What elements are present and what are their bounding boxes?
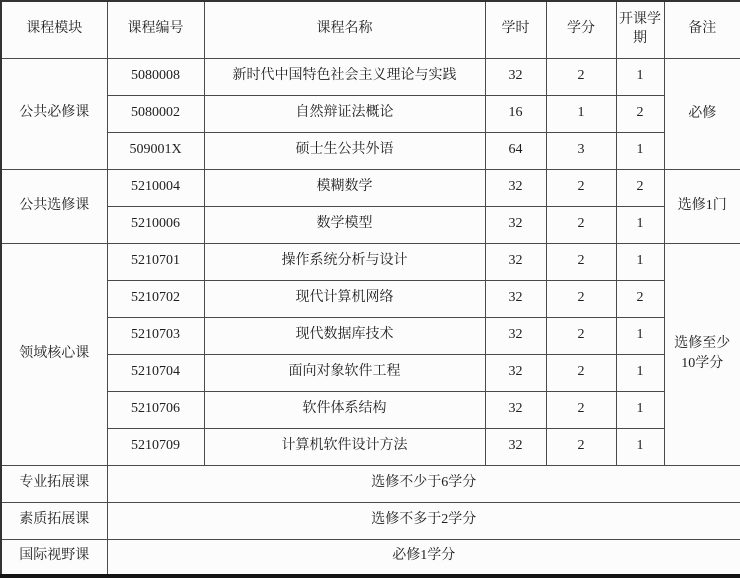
header-cell-note: 备注 [664,1,740,58]
note-cell [664,243,740,465]
hours-cell: 32 [485,317,546,354]
course-name-cell: 计算机软件设计方法 [204,428,485,465]
table-row [1,428,740,465]
hours-cell: 32 [485,169,546,206]
credits-cell: 2 [546,391,616,428]
hours-cell: 64 [485,132,546,169]
summary-cell: 必修1学分 [107,539,740,576]
module-cell: 公共必修课 [1,58,107,169]
course-name-cell: 现代计算机网络 [204,280,485,317]
course-name-cell: 新时代中国特色社会主义理论与实践 [204,58,485,95]
table-header-row [1,1,740,58]
credits-cell: 2 [546,169,616,206]
note-text: 选修1门 [677,198,727,214]
note-text: 选修至少10学分 [674,336,731,371]
table-row [1,95,740,132]
credits-cell: 2 [546,243,616,280]
header-cell-course-name: 课程名称 [204,1,485,58]
semester-cell: 1 [616,132,664,169]
table-row [1,169,740,206]
course-name-cell: 软件体系结构 [204,391,485,428]
semester-cell: 1 [616,58,664,95]
note-text: 必修 [688,105,717,121]
credits-cell: 2 [546,354,616,391]
hours-cell: 32 [485,243,546,280]
course-id-cell: 5080008 [107,58,204,95]
course-name-cell: 操作系统分析与设计 [204,243,485,280]
module-cell: 领域核心课 [1,243,107,465]
note-cell [664,169,740,243]
course-name-cell: 自然辩证法概论 [204,95,485,132]
table-row [1,539,740,576]
course-id-cell: 5210703 [107,317,204,354]
hours-cell: 16 [485,95,546,132]
header-cell-credits: 学分 [546,1,616,58]
credits-cell: 2 [546,58,616,95]
credits-cell: 2 [546,280,616,317]
semester-cell: 2 [616,280,664,317]
semester-cell: 1 [616,206,664,243]
note-cell [664,58,740,169]
semester-cell: 1 [616,243,664,280]
credits-cell: 1 [546,95,616,132]
course-name-cell: 现代数据库技术 [204,317,485,354]
header-cell-semester: 开课学期 [616,1,664,58]
table-row [1,465,740,502]
table-row [1,317,740,354]
hours-cell: 32 [485,280,546,317]
hours-cell: 32 [485,58,546,95]
table-row [1,391,740,428]
course-id-cell: 5210004 [107,169,204,206]
table-row [1,280,740,317]
module-cell: 国际视野课 [1,539,107,576]
summary-cell: 选修不多于2学分 [107,502,740,539]
credits-cell: 2 [546,206,616,243]
hours-cell: 32 [485,391,546,428]
credits-cell: 2 [546,428,616,465]
course-id-cell: 5210701 [107,243,204,280]
hours-cell: 32 [485,206,546,243]
hours-cell: 32 [485,354,546,391]
course-name-cell: 模糊数学 [204,169,485,206]
table-row [1,243,740,280]
module-cell: 素质拓展课 [1,502,107,539]
course-id-cell: 5210706 [107,391,204,428]
table-row [1,132,740,169]
hours-cell: 32 [485,428,546,465]
course-name-cell: 面向对象软件工程 [204,354,485,391]
course-id-cell: 5210704 [107,354,204,391]
table-row [1,502,740,539]
course-name-cell: 数学模型 [204,206,485,243]
course-id-cell: 5210006 [107,206,204,243]
table-row [1,354,740,391]
semester-cell: 1 [616,428,664,465]
course-id-cell: 509001X [107,132,204,169]
semester-cell: 1 [616,391,664,428]
semester-cell: 2 [616,169,664,206]
table-row [1,58,740,95]
semester-cell: 1 [616,317,664,354]
course-id-cell: 5080002 [107,95,204,132]
header-cell-course-id: 课程编号 [107,1,204,58]
summary-cell: 选修不少于6学分 [107,465,740,502]
header-cell-hours: 学时 [485,1,546,58]
course-id-cell: 5210709 [107,428,204,465]
course-id-cell: 5210702 [107,280,204,317]
semester-cell: 2 [616,95,664,132]
credits-cell: 3 [546,132,616,169]
table-row [1,206,740,243]
header-cell-module: 课程模块 [1,1,107,58]
course-name-cell: 硕士生公共外语 [204,132,485,169]
semester-cell: 1 [616,354,664,391]
credits-cell: 2 [546,317,616,354]
module-cell: 专业拓展课 [1,465,107,502]
module-cell: 公共选修课 [1,169,107,243]
